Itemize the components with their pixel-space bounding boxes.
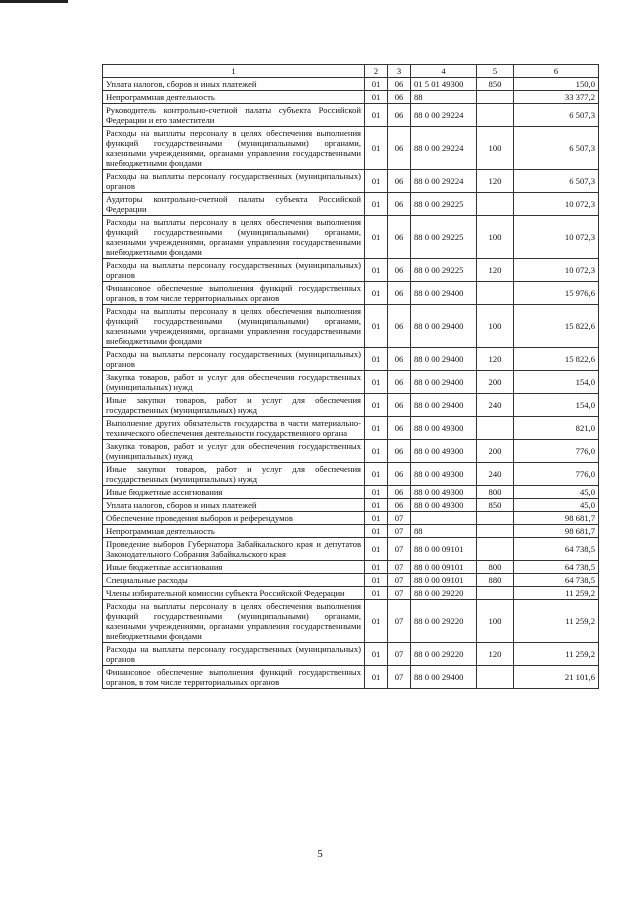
- row-target-article-cell: 88 0 00 29224: [411, 104, 477, 127]
- row-target-article-cell: 88 0 00 29400: [411, 394, 477, 417]
- row-target-article-cell: 88 0 00 49300: [411, 499, 477, 512]
- table-row: [103, 371, 599, 394]
- table-row: [103, 282, 599, 305]
- row-amount-cell: 15 976,6: [514, 282, 599, 305]
- row-expense-type-cell: 200: [477, 440, 514, 463]
- row-podrazdel-cell: 06: [388, 348, 411, 371]
- row-podrazdel-cell: 06: [388, 216, 411, 259]
- row-expense-type-cell: [477, 525, 514, 538]
- row-razdel-cell: 01: [365, 170, 388, 193]
- header-col-amount: 6: [514, 65, 599, 78]
- table-row: [103, 193, 599, 216]
- row-podrazdel-cell: 06: [388, 78, 411, 91]
- row-name-cell: Иные закупки товаров, работ и услуг для обеспечения государственных (муниципальных) нужд: [103, 394, 365, 417]
- row-expense-type-cell: [477, 512, 514, 525]
- row-name-cell: Иные закупки товаров, работ и услуг для обеспечения государственных (муниципальных) нужд: [103, 463, 365, 486]
- row-expense-type-cell: 200: [477, 371, 514, 394]
- row-expense-type-cell: 850: [477, 499, 514, 512]
- row-podrazdel-cell: 07: [388, 587, 411, 600]
- row-podrazdel-cell: 07: [388, 561, 411, 574]
- row-amount-cell: 154,0: [514, 371, 599, 394]
- row-amount-cell: 10 072,3: [514, 216, 599, 259]
- row-razdel-cell: 01: [365, 78, 388, 91]
- row-razdel-cell: 01: [365, 538, 388, 561]
- scan-corner-mark: [0, 0, 68, 3]
- row-expense-type-cell: [477, 282, 514, 305]
- row-expense-type-cell: 850: [477, 78, 514, 91]
- row-amount-cell: 21 101,6: [514, 666, 599, 689]
- row-name-cell: Выполнение других обязательств государства в части материально-технического обеспечения деятельности государственного органа: [103, 417, 365, 440]
- row-expense-type-cell: [477, 91, 514, 104]
- row-amount-cell: 776,0: [514, 463, 599, 486]
- row-target-article-cell: 88 0 00 29220: [411, 587, 477, 600]
- row-amount-cell: 33 377,2: [514, 91, 599, 104]
- table-row: [103, 259, 599, 282]
- row-podrazdel-cell: 07: [388, 666, 411, 689]
- row-amount-cell: 11 259,2: [514, 600, 599, 643]
- table-row: [103, 216, 599, 259]
- row-razdel-cell: 01: [365, 91, 388, 104]
- row-amount-cell: 10 072,3: [514, 259, 599, 282]
- row-expense-type-cell: 120: [477, 348, 514, 371]
- row-amount-cell: 64 738,5: [514, 538, 599, 561]
- row-expense-type-cell: 120: [477, 643, 514, 666]
- row-razdel-cell: 01: [365, 666, 388, 689]
- table-row: [103, 170, 599, 193]
- row-name-cell: Финансовое обеспечение выполнения функций государственных органов, в том числе территориальных органов: [103, 282, 365, 305]
- row-podrazdel-cell: 06: [388, 417, 411, 440]
- row-name-cell: Аудиторы контрольно-счетной палаты субъекта Российской Федерации: [103, 193, 365, 216]
- budget-table: [102, 64, 599, 689]
- row-podrazdel-cell: 06: [388, 394, 411, 417]
- table-row: [103, 394, 599, 417]
- page-number: 5: [317, 848, 323, 860]
- table-row: [103, 600, 599, 643]
- row-podrazdel-cell: 07: [388, 538, 411, 561]
- row-target-article-cell: 88 0 00 29225: [411, 216, 477, 259]
- row-razdel-cell: 01: [365, 587, 388, 600]
- row-name-cell: Проведение выборов Губернатора Забайкальского края и депутатов Законодательного Собрания Забайкальского края: [103, 538, 365, 561]
- row-target-article-cell: 88 0 00 29224: [411, 127, 477, 170]
- row-podrazdel-cell: 06: [388, 104, 411, 127]
- row-name-cell: Закупка товаров, работ и услуг для обеспечения государственных (муниципальных) нужд: [103, 371, 365, 394]
- row-name-cell: Специальные расходы: [103, 574, 365, 587]
- row-razdel-cell: 01: [365, 127, 388, 170]
- row-name-cell: Члены избирательной комиссии субъекта Российской Федерации: [103, 587, 365, 600]
- header-col-name: 1: [103, 65, 365, 78]
- header-col-target-article: 4: [411, 65, 477, 78]
- row-expense-type-cell: 100: [477, 127, 514, 170]
- row-razdel-cell: 01: [365, 525, 388, 538]
- row-amount-cell: 98 681,7: [514, 512, 599, 525]
- header-col-expense-type: 5: [477, 65, 514, 78]
- row-amount-cell: 776,0: [514, 440, 599, 463]
- row-target-article-cell: 88 0 00 49300: [411, 463, 477, 486]
- row-target-article-cell: 88 0 00 49300: [411, 440, 477, 463]
- row-amount-cell: 45,0: [514, 486, 599, 499]
- row-razdel-cell: 01: [365, 417, 388, 440]
- row-amount-cell: 11 259,2: [514, 587, 599, 600]
- row-target-article-cell: 88 0 00 29400: [411, 305, 477, 348]
- row-amount-cell: 6 507,3: [514, 170, 599, 193]
- row-expense-type-cell: 800: [477, 486, 514, 499]
- table-row: [103, 499, 599, 512]
- row-razdel-cell: 01: [365, 216, 388, 259]
- row-amount-cell: 10 072,3: [514, 193, 599, 216]
- table-row: [103, 561, 599, 574]
- row-expense-type-cell: 240: [477, 394, 514, 417]
- table-row: [103, 463, 599, 486]
- row-podrazdel-cell: 06: [388, 259, 411, 282]
- row-target-article-cell: 88 0 00 49300: [411, 486, 477, 499]
- table-row: [103, 525, 599, 538]
- row-amount-cell: 45,0: [514, 499, 599, 512]
- row-expense-type-cell: [477, 587, 514, 600]
- table-row: [103, 538, 599, 561]
- row-target-article-cell: 88 0 00 29224: [411, 170, 477, 193]
- row-target-article-cell: 88 0 00 09101: [411, 538, 477, 561]
- row-expense-type-cell: [477, 538, 514, 561]
- row-razdel-cell: 01: [365, 371, 388, 394]
- row-razdel-cell: 01: [365, 463, 388, 486]
- row-expense-type-cell: 120: [477, 170, 514, 193]
- row-target-article-cell: 88 0 00 29225: [411, 259, 477, 282]
- row-expense-type-cell: 800: [477, 561, 514, 574]
- header-col-razdel: 2: [365, 65, 388, 78]
- table-row: [103, 574, 599, 587]
- row-name-cell: Расходы на выплаты персоналу в целях обеспечения выполнения функций государственными (муниципальными) органами, казенными учреждениями, органами управления государственными внебюджетными фондами: [103, 127, 365, 170]
- row-podrazdel-cell: 06: [388, 127, 411, 170]
- table-row: [103, 348, 599, 371]
- row-amount-cell: 64 738,5: [514, 574, 599, 587]
- row-amount-cell: 64 738,5: [514, 561, 599, 574]
- row-amount-cell: 154,0: [514, 394, 599, 417]
- row-name-cell: Уплата налогов, сборов и иных платежей: [103, 78, 365, 91]
- row-target-article-cell: 88: [411, 91, 477, 104]
- row-expense-type-cell: 100: [477, 305, 514, 348]
- row-amount-cell: 11 259,2: [514, 643, 599, 666]
- row-podrazdel-cell: 06: [388, 499, 411, 512]
- table-row: [103, 104, 599, 127]
- row-razdel-cell: 01: [365, 282, 388, 305]
- row-name-cell: Непрограммная деятельность: [103, 91, 365, 104]
- row-razdel-cell: 01: [365, 394, 388, 417]
- row-podrazdel-cell: 07: [388, 512, 411, 525]
- row-name-cell: Финансовое обеспечение выполнения функций государственных органов, в том числе территориальных органов: [103, 666, 365, 689]
- row-target-article-cell: 88 0 00 29400: [411, 371, 477, 394]
- row-amount-cell: 6 507,3: [514, 104, 599, 127]
- table-row: [103, 512, 599, 525]
- row-podrazdel-cell: 07: [388, 643, 411, 666]
- row-razdel-cell: 01: [365, 193, 388, 216]
- row-target-article-cell: 88 0 00 29400: [411, 282, 477, 305]
- row-razdel-cell: 01: [365, 486, 388, 499]
- row-amount-cell: 6 507,3: [514, 127, 599, 170]
- row-expense-type-cell: 120: [477, 259, 514, 282]
- row-razdel-cell: 01: [365, 643, 388, 666]
- row-podrazdel-cell: 06: [388, 440, 411, 463]
- row-target-article-cell: 88 0 00 29400: [411, 348, 477, 371]
- row-expense-type-cell: 880: [477, 574, 514, 587]
- row-razdel-cell: 01: [365, 561, 388, 574]
- row-podrazdel-cell: 07: [388, 525, 411, 538]
- row-podrazdel-cell: 06: [388, 305, 411, 348]
- row-razdel-cell: 01: [365, 574, 388, 587]
- table-row: [103, 666, 599, 689]
- row-name-cell: Расходы на выплаты персоналу государственных (муниципальных) органов: [103, 259, 365, 282]
- row-podrazdel-cell: 07: [388, 600, 411, 643]
- row-razdel-cell: 01: [365, 305, 388, 348]
- table-body: [103, 78, 599, 689]
- row-amount-cell: 15 822,6: [514, 305, 599, 348]
- row-razdel-cell: 01: [365, 600, 388, 643]
- row-podrazdel-cell: 06: [388, 463, 411, 486]
- row-amount-cell: 821,0: [514, 417, 599, 440]
- row-podrazdel-cell: 06: [388, 486, 411, 499]
- row-name-cell: Расходы на выплаты персоналу в целях обеспечения выполнения функций государственными (муниципальными) органами, казенными учреждениями, органами управления государственными внебюджетными фондами: [103, 600, 365, 643]
- row-target-article-cell: 88 0 00 09101: [411, 561, 477, 574]
- table-row: [103, 417, 599, 440]
- table-row: [103, 587, 599, 600]
- row-razdel-cell: 01: [365, 348, 388, 371]
- row-podrazdel-cell: 06: [388, 193, 411, 216]
- row-amount-cell: 150,0: [514, 78, 599, 91]
- row-amount-cell: 15 822,6: [514, 348, 599, 371]
- row-name-cell: Непрограммная деятельность: [103, 525, 365, 538]
- row-target-article-cell: 88 0 00 49300: [411, 417, 477, 440]
- table-row: [103, 305, 599, 348]
- row-target-article-cell: 88 0 00 09101: [411, 574, 477, 587]
- table-row: [103, 91, 599, 104]
- row-name-cell: Закупка товаров, работ и услуг для обеспечения государственных (муниципальных) нужд: [103, 440, 365, 463]
- row-razdel-cell: 01: [365, 512, 388, 525]
- row-amount-cell: 98 681,7: [514, 525, 599, 538]
- row-razdel-cell: 01: [365, 499, 388, 512]
- row-podrazdel-cell: 07: [388, 574, 411, 587]
- row-target-article-cell: 88 0 00 29225: [411, 193, 477, 216]
- table-row: [103, 127, 599, 170]
- row-razdel-cell: 01: [365, 440, 388, 463]
- row-name-cell: Расходы на выплаты персоналу государственных (муниципальных) органов: [103, 643, 365, 666]
- row-target-article-cell: 01 5 01 49300: [411, 78, 477, 91]
- table-row: [103, 486, 599, 499]
- row-name-cell: Иные бюджетные ассигнования: [103, 486, 365, 499]
- row-expense-type-cell: [477, 104, 514, 127]
- row-name-cell: Расходы на выплаты персоналу в целях обеспечения выполнения функций государственными (муниципальными) органами, казенными учреждениями, органами управления государственными внебюджетными фондами: [103, 216, 365, 259]
- row-expense-type-cell: 240: [477, 463, 514, 486]
- header-col-podrazdel: 3: [388, 65, 411, 78]
- row-name-cell: Расходы на выплаты персоналу в целях обеспечения выполнения функций государственными (муниципальными) органами, казенными учреждениями, органами управления государственными внебюджетными фондами: [103, 305, 365, 348]
- table-row: [103, 78, 599, 91]
- row-name-cell: Руководитель контрольно-счетной палаты субъекта Российской Федерации и его заместители: [103, 104, 365, 127]
- table-row: [103, 440, 599, 463]
- row-expense-type-cell: 100: [477, 600, 514, 643]
- row-target-article-cell: 88: [411, 525, 477, 538]
- row-name-cell: Расходы на выплаты персоналу государственных (муниципальных) органов: [103, 348, 365, 371]
- row-expense-type-cell: 100: [477, 216, 514, 259]
- row-target-article-cell: [411, 512, 477, 525]
- row-podrazdel-cell: 06: [388, 371, 411, 394]
- table-header-row: [103, 65, 599, 78]
- row-name-cell: Уплата налогов, сборов и иных платежей: [103, 499, 365, 512]
- row-name-cell: Расходы на выплаты персоналу государственных (муниципальных) органов: [103, 170, 365, 193]
- row-razdel-cell: 01: [365, 259, 388, 282]
- row-target-article-cell: 88 0 00 29220: [411, 643, 477, 666]
- row-name-cell: Обеспечение проведения выборов и референдумов: [103, 512, 365, 525]
- row-expense-type-cell: [477, 417, 514, 440]
- row-expense-type-cell: [477, 666, 514, 689]
- row-podrazdel-cell: 06: [388, 170, 411, 193]
- row-expense-type-cell: [477, 193, 514, 216]
- row-razdel-cell: 01: [365, 104, 388, 127]
- table-row: [103, 643, 599, 666]
- row-target-article-cell: 88 0 00 29220: [411, 600, 477, 643]
- row-name-cell: Иные бюджетные ассигнования: [103, 561, 365, 574]
- row-podrazdel-cell: 06: [388, 91, 411, 104]
- row-target-article-cell: 88 0 00 29400: [411, 666, 477, 689]
- row-podrazdel-cell: 06: [388, 282, 411, 305]
